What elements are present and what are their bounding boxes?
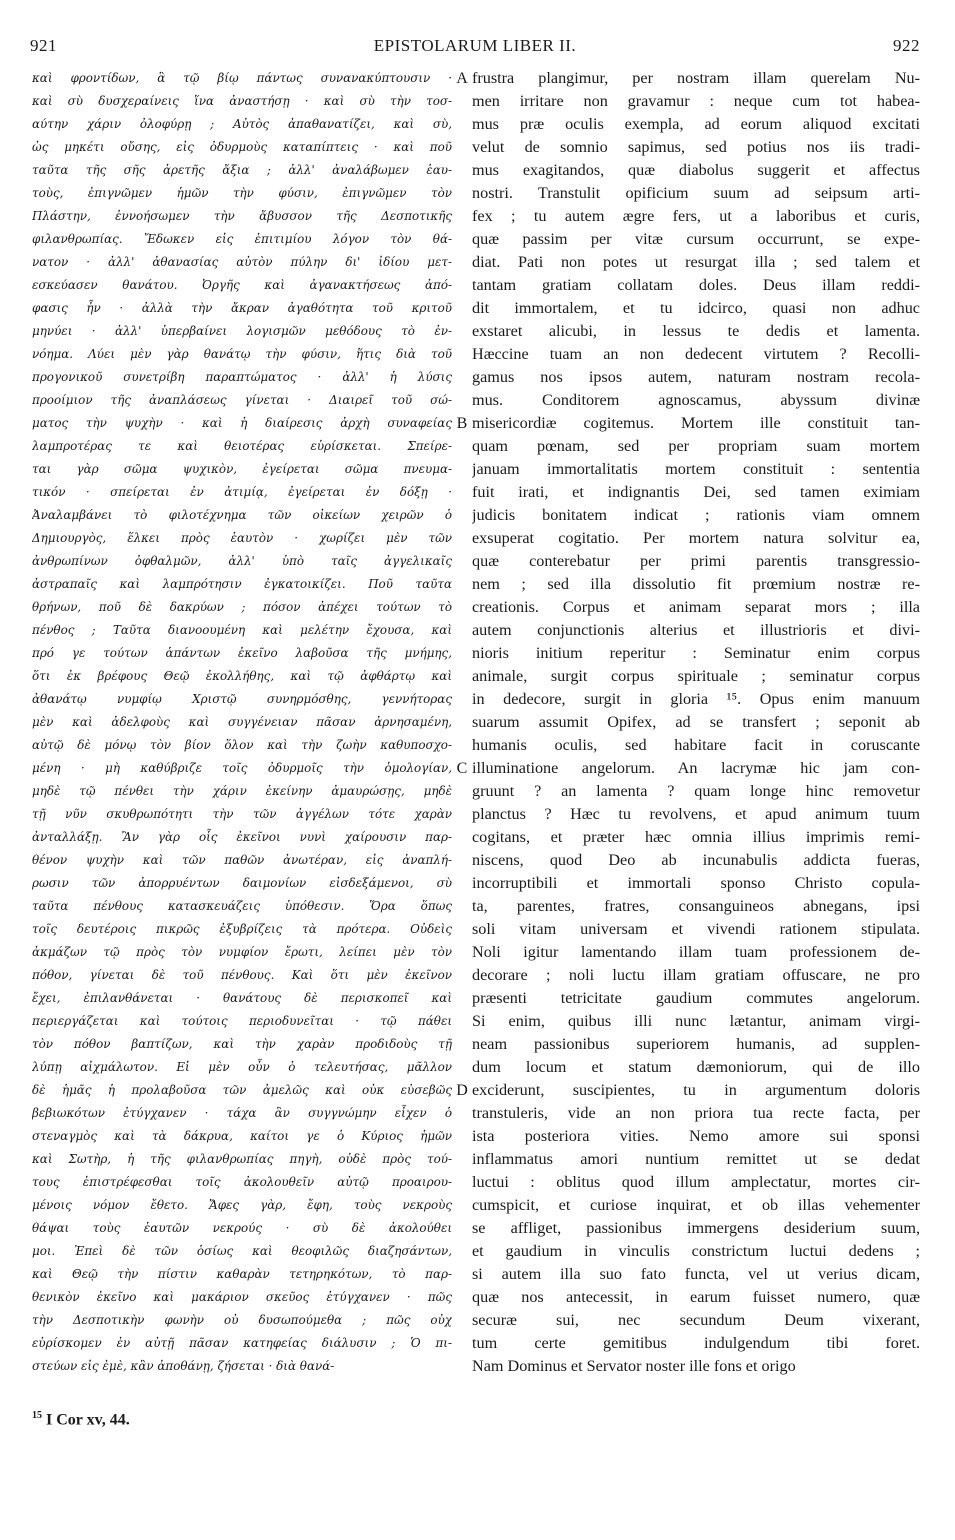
greek-text-line: Ἀναλαμβάνει τὸ φιλοτέχνημα τῶν οἰκείων χειρῶν ὁ	[32, 508, 452, 522]
latin-text-line: suarum assumit Opifex, ad se transfert ; seponit ab	[472, 713, 920, 731]
latin-text-line: nem ; sed illa dissolutio fit prœmium nostræ re-	[472, 575, 920, 593]
greek-text-line: αὐτῷ δὲ μόνῳ τὸν βίον ὅλον καὶ τὴν ζωὴν καθυποσχο-	[32, 738, 452, 752]
greek-text-line: ἀκμάζων τῷ πρὸς τὸν νυμφίον ἔρωτι, λείπει μὲν τὸν	[32, 945, 452, 959]
latin-text-line: exsuperat cogitatio. Per mortem natura solvitur ea,	[472, 529, 920, 547]
greek-text-line: ταῦτα τῆς σῆς ἀρετῆς ἄξια ; ἀλλ' ἀναλάβωμεν ἑαυ-	[32, 163, 452, 177]
greek-text-column	[32, 67, 452, 1378]
greek-text-line: πόθον, γίνεται δὲ τοῦ πένθους. Καὶ ὅτι μὲν ἐκεῖνον	[32, 968, 452, 982]
greek-text-line: ται γὰρ σῶμα ψυχικὸν, ἐγείρεται σῶμα πνευμα-	[32, 462, 452, 476]
latin-text-line: cogitans, et præter hæc omnia illius imprimis remi-	[472, 828, 920, 846]
latin-text-line: humanis oculis, sed habitare facit in coruscante	[472, 736, 920, 754]
latin-text-line: Hæccine tuam an non dedecent virtutem ? Recolli-	[472, 345, 920, 363]
greek-text-line: πένθος ; Ταῦτα διανοουμένη καὶ μελέτην ἔχουσα, καὶ	[32, 623, 452, 637]
latin-text-line: dum locum et statum dæmoniorum, qui de illo	[472, 1058, 920, 1076]
greek-text-line: Πλάστην, ἐννοήσωμεν τὴν ἄβυσσον τῆς Δεσποτικῆς	[32, 209, 452, 223]
latin-text-line: velut de somnio sapimus, sed potius nos iis tradi-	[472, 138, 920, 156]
latin-text-line: Noli igitur lamentando illam tuam professionem de-	[472, 943, 920, 961]
greek-text-line: βεβιωκότων ἐτύγχανεν · τάχα ἂν συγγνώμην εἶχεν ὁ	[32, 1106, 452, 1120]
greek-text-line: θένον ψυχὴν καὶ τῶν παθῶν ἀνωτέραν, εἰς ἀναπλή-	[32, 853, 452, 867]
latin-text-line: luctui : oblitus quod illum amplectatur, mortes cir-	[472, 1173, 920, 1191]
greek-text-line: ἀθανάτῳ νυμφίῳ Χριστῷ συνηρμόσθης, γεννήτορας	[32, 692, 452, 706]
greek-text-line: περιεργάζεται καὶ τούτοις περιοδυνεῖται · τῷ πάθει	[32, 1014, 452, 1028]
greek-text-line: καὶ Θεῷ τὴν πίστιν καθαρὰν τετηρηκότων, τὸ παρ-	[32, 1267, 452, 1281]
greek-text-line: ἀνταλλάξῃ. Ἂν γὰρ οἷς ἐκεῖνοι νυνὶ χαίρουσιν παρ-	[32, 830, 452, 844]
latin-text-line: nostri. Transtulit opificium suum ad seipsum arti-	[472, 184, 920, 202]
page-number-right: 922	[893, 36, 920, 55]
greek-text-line: στεναγμὸς καὶ τὰ δάκρυα, καίτοι γε ὁ Κύριος ἡμῶν	[32, 1129, 452, 1143]
greek-text-line: αύτην χάριν ὀλοφύρῃ ; Αὐτὸς ἀπαθανατίζει, καὶ σὺ,	[32, 117, 452, 131]
latin-text-line: quæ passim per vitæ cursum occurrunt, se expe-	[472, 230, 920, 248]
latin-text-line: inflammatus amori nuntium remittet ut se dedat	[472, 1150, 920, 1168]
greek-text-line: στεύων εἰς ἐμὲ, κἂν ἀποθάνῃ, ζήσεται · διὰ θανά-	[32, 1359, 335, 1373]
greek-text-line: ὡς μηκέτι οὔσης, εἰς ὀδυρμοὺς καταπίπτεις · καὶ ποῦ	[32, 140, 452, 154]
running-title: EPISTOLARUM LIBER II.	[373, 36, 577, 55]
latin-text-line: cumspicit, et curiose inquirat, et ob illas vehementer	[472, 1196, 920, 1214]
latin-text-line: in dedecore, surgit in gloria ¹⁵. Opus enim manuum	[472, 690, 920, 708]
footnote-number: 15	[32, 1410, 42, 1421]
greek-text-line: θενικὸν ἐκεῖνο καὶ μακάριον σκεῦος ἐτύγχανεν · πῶς	[32, 1290, 452, 1304]
greek-text-line: τοὺς, ἐπιγνῶμεν ἡμῶν τὴν φύσιν, ἐπιγνῶμεν τὸν	[32, 186, 452, 200]
latin-text-line: exstaret alicubi, in lessus te dedis et lamenta.	[472, 322, 920, 340]
latin-text-line: quam pœnam, sed per propriam suam mortem	[472, 437, 920, 455]
greek-text-line: λαμπροτέρας τε καὶ θειοτέρας εὑρίσκεται. Σπείρε-	[32, 439, 452, 453]
latin-text-line: Nam Dominus et Servator noster ille fons et origo	[472, 1357, 796, 1375]
greek-text-line: ὅτι ἐκ βρέφους Θεῷ ἐκολλήθης, καὶ τῷ ἀφθάρτῳ καὶ	[32, 669, 452, 683]
latin-text-line: quæ conterebatur per primi parentis transgressio-	[472, 552, 920, 570]
latin-text-line: securæ sui, nec secundum Deum vixerant,	[472, 1311, 920, 1329]
section-marker-b: B	[456, 415, 468, 432]
latin-text-line: et gaudium in vinculis constrictum luctui dedens ;	[472, 1242, 920, 1260]
latin-text-line: Si enim, quibus illi nunc lætantur, animam virgi-	[472, 1012, 920, 1030]
latin-text-line: men irritare non gravamur : neque cum tot habea-	[472, 92, 920, 110]
latin-text-line: se affliget, passionibus immergens desiderium suum,	[472, 1219, 920, 1237]
greek-text-line: ματος τὴν ψυχὴν · καὶ ἡ διαίρεσις ἀρχὴ συναφείας	[32, 416, 452, 430]
latin-text-line: soli vitam universam et vivendi rationem stipulata.	[472, 920, 920, 938]
latin-text-line: januam immortalitatis mortem constituit : sententia	[472, 460, 920, 478]
greek-text-line: τῇ νῦν σκυθρωπότητι τὴν τῶν ἀγγέλων τότε χαρὰν	[32, 807, 452, 821]
latin-text-line: fex ; tu autem ægre fers, ut a laboribus et curis,	[472, 207, 920, 225]
latin-text-line: mus exagitandos, quæ diabolus suggerit et affectus	[472, 161, 920, 179]
section-marker-d: D	[456, 1082, 468, 1099]
greek-text-line: ἔχει, ἐπιλανθάνεται · θανάτους δὲ περισκοπεῖ καὶ	[32, 991, 452, 1005]
latin-text-line: mus præ oculis exempla, ad eorum aliquod excitati	[472, 115, 920, 133]
page-header	[30, 36, 920, 60]
latin-text-line: neam passionibus superiorem humanis, ad supplen-	[472, 1035, 920, 1053]
greek-text-line: μοι. Ἐπεὶ δὲ τῶν ὁσίως καὶ θεοφιλῶς διαζησάντων,	[32, 1244, 452, 1258]
latin-text-line: fuit irati, et indignantis Dei, sed tamen eximiam	[472, 483, 920, 501]
latin-text-line: tum certe gemitibus indulgendum tibi foret.	[472, 1334, 920, 1352]
latin-text-line: ta, parentes, fratres, consanguineos abnegans, ipsi	[472, 897, 920, 915]
greek-text-line: νόημα. Λύει μὲν γὰρ θανάτῳ τὴν φύσιν, ἥτις διὰ τοῦ	[32, 347, 452, 361]
greek-text-line: τὴν Δεσποτικὴν φωνὴν οὐ δυσωπούμεθα ; πῶς οὐχ	[32, 1313, 452, 1327]
latin-text-line: niscens, quod Deo ab incunabulis addicta fueras,	[472, 851, 920, 869]
greek-text-line: φασις ἦν · ἀλλὰ τὴν ἄκραν ἀγαθότητα τοῦ κριτοῦ	[32, 301, 452, 315]
latin-text-line: gruunt ? an lamenta ? quam longe hinc removetur	[472, 782, 920, 800]
greek-text-line: μηνύει · ἀλλ' ὑπερβαίνει λογισμῶν μεθόδους τὸ ἐν-	[32, 324, 452, 338]
section-marker-a: A	[456, 70, 468, 87]
greek-text-line: μένη · μὴ καθύβριζε τοῖς ὀδυρμοῖς τὴν ὁμολογίαν,	[32, 761, 452, 775]
latin-text-line: creationis. Corpus et animam separat mors ; illa	[472, 598, 920, 616]
greek-text-line: προγονικοῦ συνετρίβη παραπτώματος · ἀλλ' ἡ λύσις	[32, 370, 452, 384]
page-number-left: 921	[30, 36, 57, 55]
greek-text-line: καὶ Σωτὴρ, ἡ τῆς φιλανθρωπίας πηγὴ, οὐδὲ πρὸς τού-	[32, 1152, 452, 1166]
latin-text-line: mus. Conditorem agnoscamus, abyssum divinæ	[472, 391, 920, 409]
greek-text-line: τὸν πόθον βαπτίζων, καὶ τὴν χαρὰν προδιδοὺς τῇ	[32, 1037, 452, 1051]
footnote-text: I Cor xv, 44.	[46, 1411, 130, 1429]
greek-text-line: τικόν · σπείρεται ἐν ἀτιμίᾳ, ἐγείρεται ἐν δόξῃ ·	[32, 485, 452, 499]
latin-text-line: tantam gratiam collatam doles. Deus illam reddi-	[472, 276, 920, 294]
latin-text-line: incorruptibili et immortali sponso Christo copula-	[472, 874, 920, 892]
greek-text-line: ταῦτα πένθους κατασκευάζεις ὑπόθεσιν. Ὅρα ὅπως	[32, 899, 452, 913]
latin-text-line: frustra plangimur, per nostram illam querelam Nu-	[472, 69, 920, 87]
greek-text-line: θρήνων, ποῦ δὲ δακρύων ; πόσον ἀπέχει τούτων τὸ	[32, 600, 452, 614]
greek-text-line: καὶ φροντίδων, ἃ τῷ βίῳ πάντως συνανακύπτουσιν ·	[32, 71, 452, 85]
greek-text-line: ρωσιν τῶν ἀπορρυέντων δαιμονίων εἰσδεξάμενοι, σὺ	[32, 876, 452, 890]
latin-text-line: autem conjunctionis alterius et illustrioris et divi-	[472, 621, 920, 639]
greek-text-line: ἀστραπαῖς καὶ λαμπρότησιν ἐγκατοικίζει. Ποῦ ταῦτα	[32, 577, 452, 591]
greek-text-line: νατον · ἀλλ' ἀθανασίας αὐτὸν πύλην δι' ἰδίου μετ-	[32, 255, 452, 269]
latin-text-line: diat. Pati non potes ut resurgat illa ; sed talem et	[472, 253, 920, 271]
greek-text-line: τοῖς δευτέροις πικρῶς ἐξυβρίζεις τὰ πρότερα. Οὐδεὶς	[32, 922, 452, 936]
greek-text-line: μένοις νόμον ἔθετο. Ἄφες γὰρ, ἔφη, τοὺς νεκροὺς	[32, 1198, 452, 1212]
greek-text-line: μηδὲ τῷ πένθει τὴν χάριν ἐκείνην ἀμαυρώσῃς, μηδὲ	[32, 784, 452, 798]
latin-text-line: animale, surgit corpus spirituale ; seminatur corpus	[472, 667, 920, 685]
latin-text-line: gamus nos ipsos autem, naturam nostram recola-	[472, 368, 920, 386]
greek-text-line: φιλανθρωπίας. Ἔδωκεν εἰς ἐπιτιμίου λόγον τὸν θά-	[32, 232, 452, 246]
latin-text-line: dit immortalem, et tu idcirco, quasi non adhuc	[472, 299, 920, 317]
greek-text-line: θάψαι τοὺς ἑαυτῶν νεκρούς · σὺ δὲ ἀκολούθει	[32, 1221, 452, 1235]
latin-text-line: nioris initium reperitur : Seminatur enim corpus	[472, 644, 920, 662]
latin-text-line: transtuleris, vide an non priora tua recte facta, per	[472, 1104, 920, 1122]
greek-text-line: λύπῃ αἰχμάλωτον. Εἰ μὲν οὖν ὁ τελευτήσας, μᾶλλον	[32, 1060, 452, 1074]
latin-text-line: si autem illa suo fato functa, vel ut verius dicam,	[472, 1265, 920, 1283]
footnote	[32, 1410, 130, 1429]
latin-text-line: planctus ? Hæc tu revolvens, et apud animum tuum	[472, 805, 920, 823]
greek-text-line: πρό γε τούτων ἁπάντων ἐκεῖνο λαβοῦσα τῆς μνήμης,	[32, 646, 452, 660]
latin-text-line: exciderunt, suscipientes, tu in argumentum doloris	[472, 1081, 920, 1099]
greek-text-line: Δημιουργὸς, ἕλκει πρὸς ἑαυτὸν · χωρίζει μὲν τῶν	[32, 531, 452, 545]
greek-text-line: ἀνθρωπίνων ὀφθαλμῶν, ἀλλ' ὑπὸ ταῖς ἀγγελικαῖς	[32, 554, 452, 568]
greek-text-line: προοίμιον τῆς ἀναπλάσεως γίνεται · Διαιρεῖ τοῦ σώ-	[32, 393, 452, 407]
latin-text-line: misericordiæ cogitemus. Mortem ille constituit tan-	[472, 414, 920, 432]
greek-text-line: εσκεύασεν θανάτου. Ὀργῆς καὶ ἀγανακτήσεως ἀπό-	[32, 278, 452, 292]
latin-text-column	[472, 67, 920, 1378]
latin-text-line: judicis bonitatem indicat ; rationis viam omnem	[472, 506, 920, 524]
latin-text-line: illuminatione angelorum. An lacrymæ hic jam con-	[472, 759, 920, 777]
greek-text-line: καὶ σὺ δυσχεραίνεις ἵνα ἀναστήσῃ · καὶ σὺ τὴν τοσ-	[32, 94, 452, 108]
greek-text-line: μὲν καὶ ἀδελφοὺς καὶ συγγένειαν πᾶσαν ἀρνησαμένη,	[32, 715, 452, 729]
greek-text-line: δὲ ἡμᾶς ἡ προλαβοῦσα τῶν ἀμελῶς καὶ οὐκ εὐσεβῶς	[32, 1083, 452, 1097]
latin-text-line: ista posteriora vities. Nemo amore sui sponsi	[472, 1127, 920, 1145]
greek-text-line: εὑρίσκομεν ἐν αὐτῇ πᾶσαν κατηφείας διάλυσιν ; Ὁ πι-	[32, 1336, 452, 1350]
latin-text-line: quæ nos antecessit, in earum fuisset numero, quæ	[472, 1288, 920, 1306]
latin-text-line: præsenti tetricitate gaudium commutes angelorum.	[472, 989, 920, 1007]
greek-text-line: τους ἐπιστρέφεσθαι τοῖς ἀκολουθεῖν αὐτῷ προαιρου-	[32, 1175, 452, 1189]
latin-text-line: decorare ; noli luctu illam gratiam offuscare, ne pro	[472, 966, 920, 984]
section-marker-c: C	[456, 760, 468, 777]
